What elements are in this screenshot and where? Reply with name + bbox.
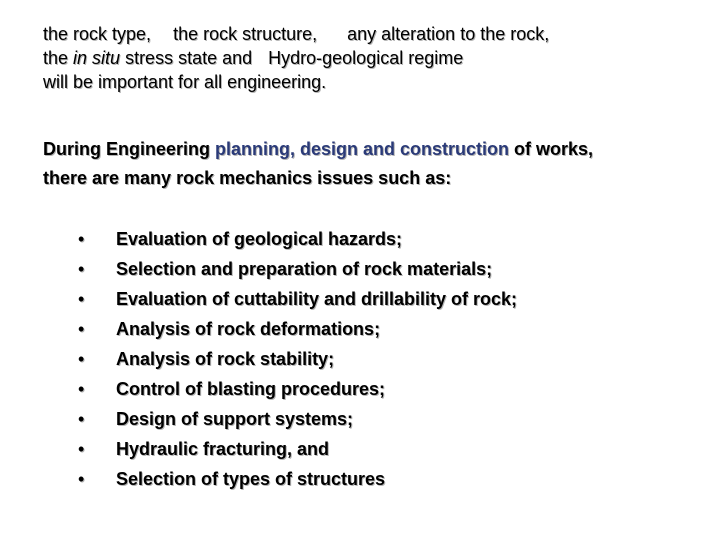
bullet-icon: • [78,289,85,309]
list-item-text: Design of support systems; [116,409,354,429]
list-item-text: Selection and preparation of rock materials; [116,259,493,279]
hydro-regime-text: Hydro-geological regime [268,48,464,68]
list-item-text: Control of blasting procedures; [116,379,386,399]
rock-type-text: the rock type, [43,24,152,44]
list-item-text: Analysis of rock deformations; [116,319,381,339]
list-item [78,344,517,374]
list-item [78,404,517,434]
intro-paragraph [43,22,549,94]
bullet-icon: • [78,409,85,429]
list-item-text: Analysis of rock stability; [116,349,335,369]
list-item-text: Evaluation of geological hazards; [116,229,403,249]
list-item-text: Evaluation of cuttability and drillability of rock; [116,289,518,309]
list-item-text: Hydraulic fracturing, and [116,439,330,459]
in-situ-text: in situ [73,48,121,68]
list-item [78,434,517,464]
list-item-text: Selection of types of structures [116,469,386,489]
bullet-icon: • [78,379,85,399]
bullet-icon: • [78,469,85,489]
list-item [78,314,517,344]
alteration-text: any alteration to the rock, [347,24,550,44]
stress-state-text: stress state and [120,48,253,68]
stress-prefix-text: the [43,48,74,68]
issues-highlight-text: planning, design and construction [215,139,510,159]
intro-line-2 [43,46,549,70]
issues-bullet-list [78,224,517,494]
issues-line-1 [43,135,593,164]
issues-end-text: of works, [509,139,594,159]
list-item [78,374,517,404]
bullet-icon: • [78,319,85,339]
list-item [78,464,517,494]
intro-line-3: will be important for all engineering. [43,72,327,92]
list-item [78,254,517,284]
issues-paragraph [43,135,593,193]
rock-structure-text: the rock structure, [173,24,318,44]
bullet-icon: • [78,259,85,279]
list-item [78,224,517,254]
bullet-icon: • [78,229,85,249]
intro-line-1 [43,22,549,46]
bullet-icon: • [78,439,85,459]
list-item [78,284,517,314]
issues-start-text: During Engineering [43,139,216,159]
issues-line-2: there are many rock mechanics issues such as: [43,168,452,188]
bullet-icon: • [78,349,85,369]
